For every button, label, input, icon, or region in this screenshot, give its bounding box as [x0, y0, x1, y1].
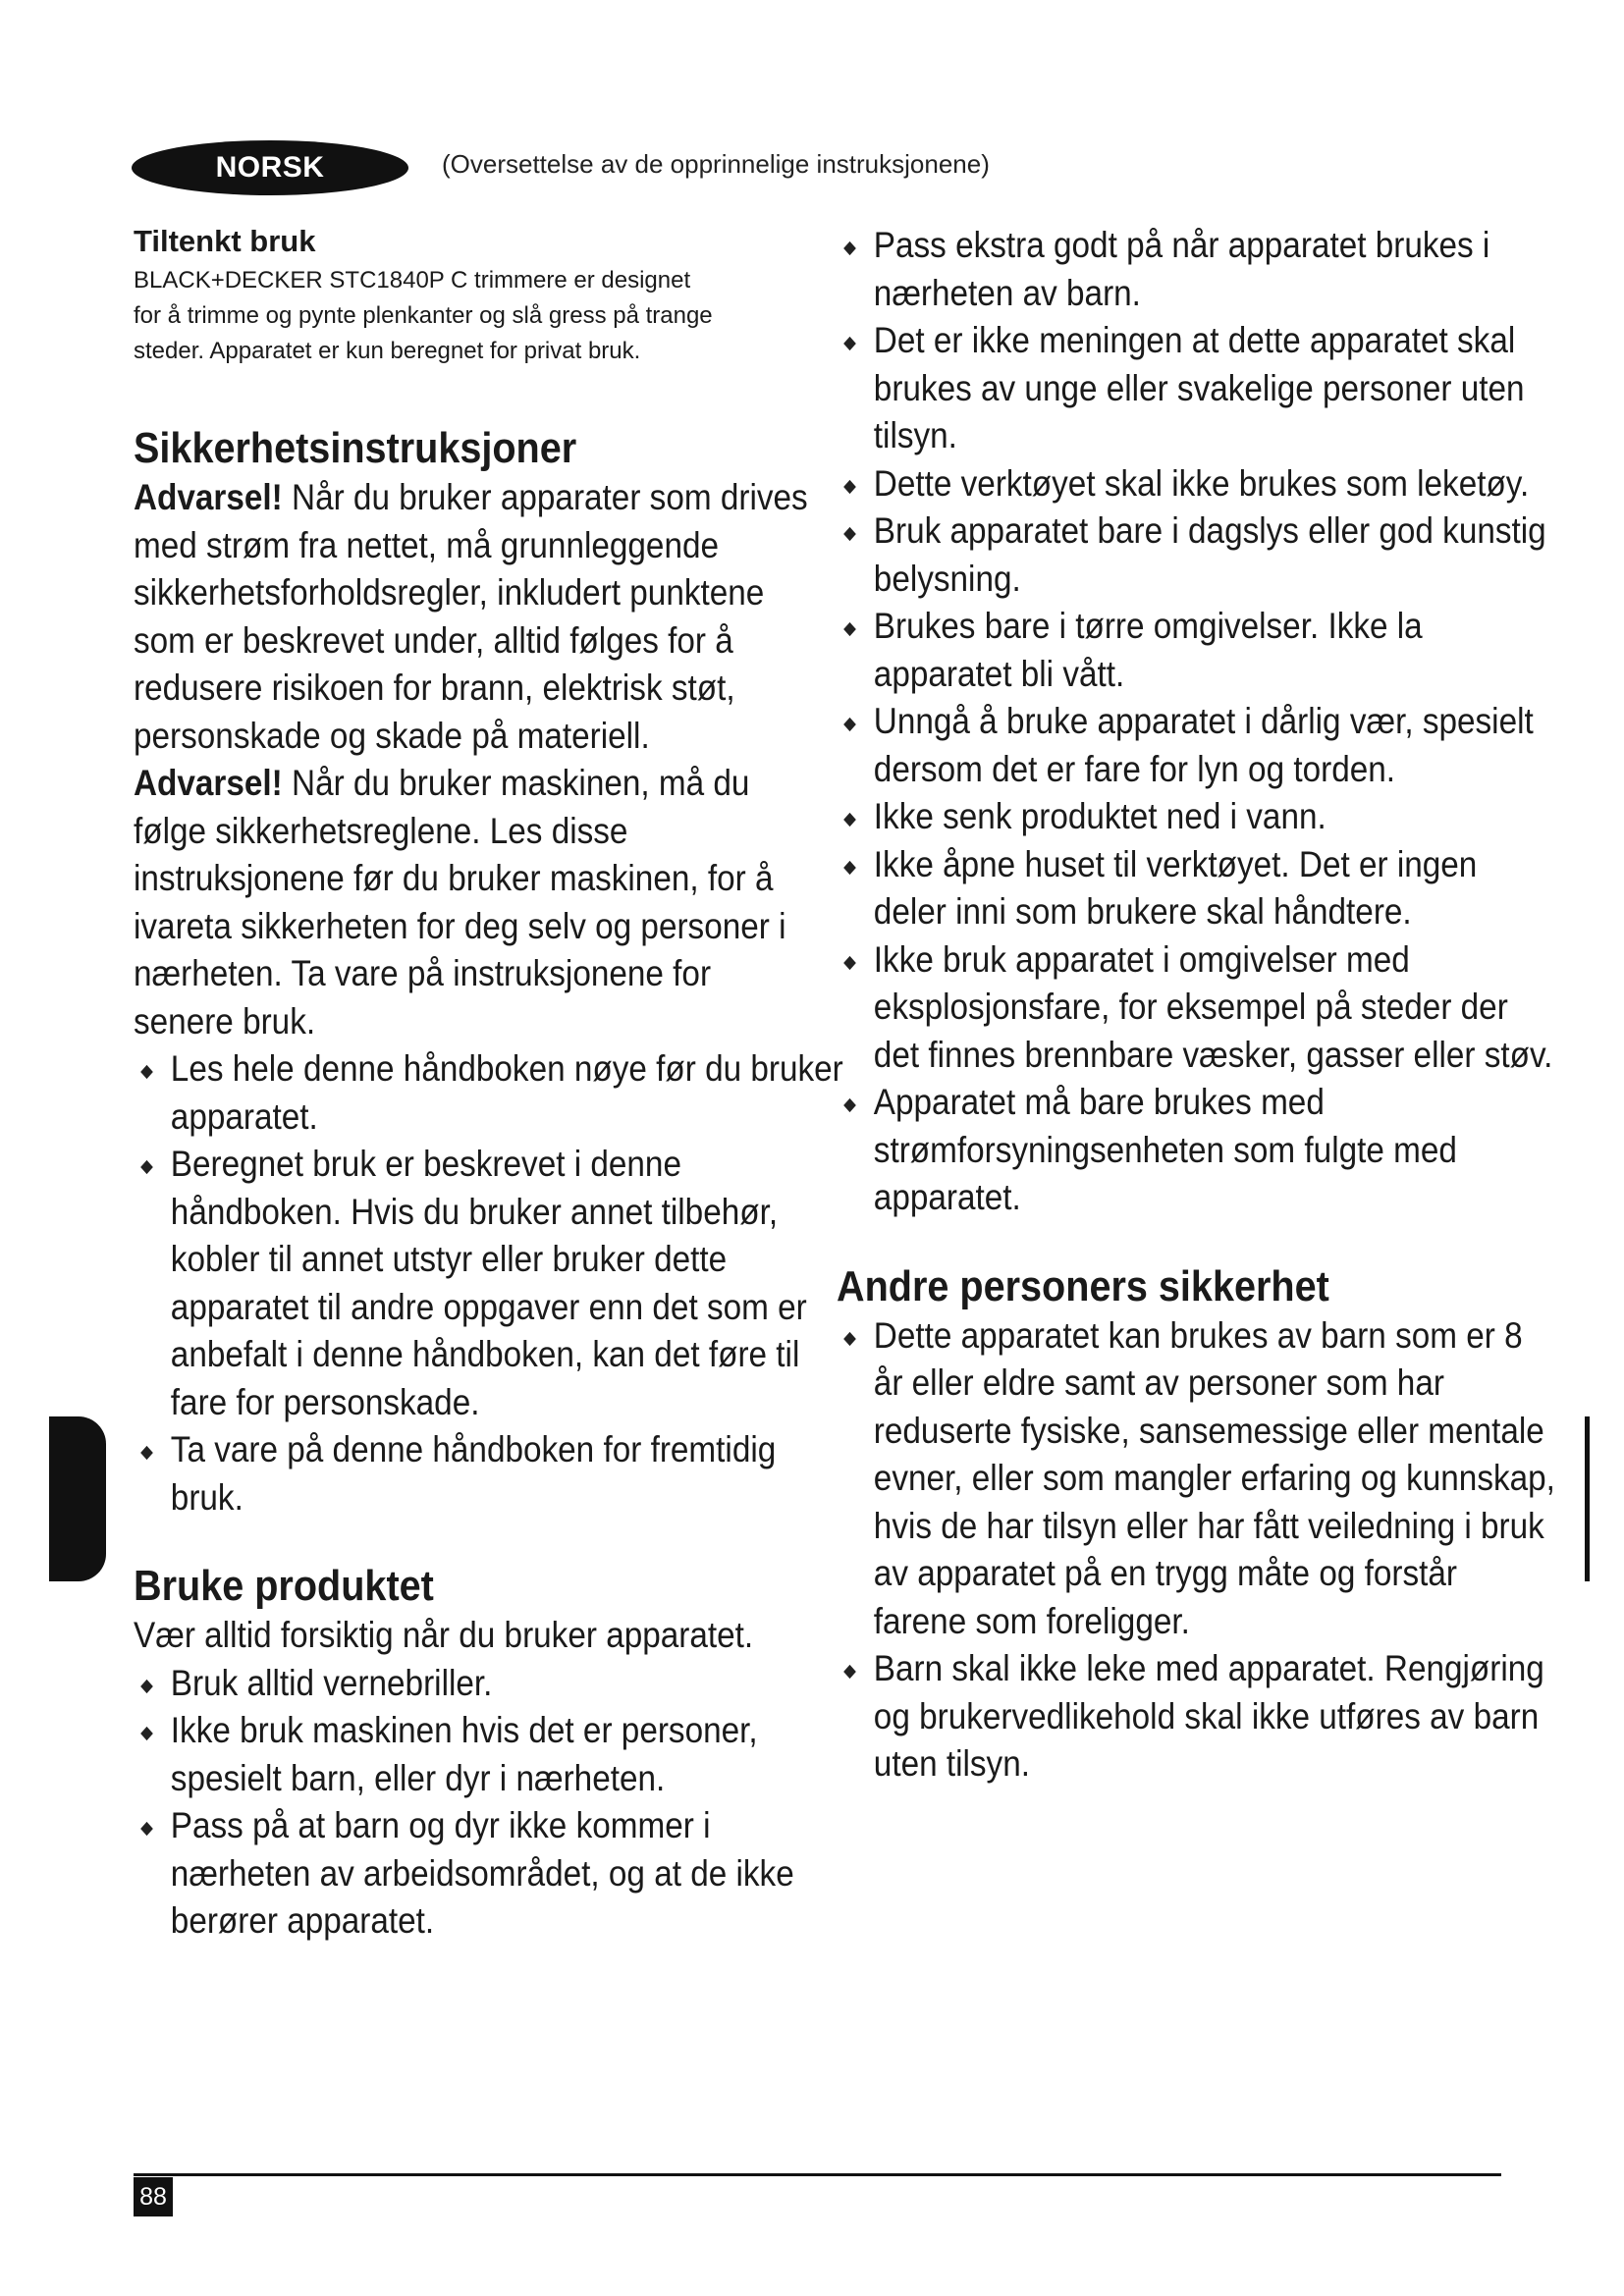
using-intro: Vær alltid forsiktig når du bruker apparatet.: [134, 1615, 754, 1655]
diamond-bullet-icon: [843, 241, 856, 255]
list-item: [134, 1802, 853, 1946]
warning-label: Advarsel!: [134, 763, 283, 803]
list-item: [837, 841, 1556, 936]
list-item-text: Ta vare på denne håndboken for fremtidig bruk.: [170, 1429, 777, 1518]
list-item: [837, 698, 1556, 793]
using-bullet-list: [134, 1660, 811, 1946]
diamond-bullet-icon: [140, 1727, 153, 1740]
safety-bullet-list: [134, 1045, 843, 1522]
general-safety-bullet-list: [837, 222, 1553, 1222]
list-item-text: Pass ekstra godt på når apparatet brukes i nærheten av barn.: [873, 225, 1490, 313]
diamond-bullet-icon: [843, 813, 856, 827]
list-item: [837, 1312, 1556, 1646]
list-item: [134, 1045, 853, 1141]
list-item-text: Dette apparatet kan brukes av barn som er 8 år eller eldre samt av personer som har reduserte fysiske, sansemessige eller mentale evner, eller som mangler erfaring og kunnskap, hvis de har tilsyn eller har fått veiledning i bruk av apparatet på en trygg måte og forstår farene som foreligger.: [873, 1314, 1555, 1641]
footer-rule: [134, 2173, 1501, 2176]
diamond-bullet-icon: [843, 337, 856, 350]
diamond-bullet-icon: [140, 1679, 153, 1692]
list-item-text: Ikke bruk maskinen hvis det er personer, spesielt barn, eller dyr i nærheten.: [170, 1710, 758, 1798]
chapter-side-tab: [49, 1416, 106, 1581]
list-item-text: Les hele denne håndboken nøye før du bruker apparatet.: [170, 1048, 843, 1137]
diamond-bullet-icon: [843, 527, 856, 541]
list-item: [837, 460, 1556, 508]
diamond-bullet-icon: [843, 955, 856, 969]
list-item: [134, 1426, 853, 1522]
safety-warning-2: [134, 760, 817, 1045]
safety-warning-1: [134, 474, 817, 760]
intended-use-title: Tiltenkt bruk: [134, 224, 316, 258]
page-number: 88: [134, 2177, 173, 2216]
diamond-bullet-icon: [843, 1665, 856, 1679]
list-item: [134, 1707, 853, 1802]
diamond-bullet-icon: [843, 1331, 856, 1345]
using-title: Bruke produktet: [134, 1562, 434, 1610]
list-item-text: Apparatet må bare brukes med strømforsyningsenheten som fulgte med apparatet.: [873, 1082, 1457, 1217]
safety-title: Sikkerhetsinstruksjoner: [134, 424, 577, 472]
others-safety-bullet-list: [837, 1312, 1555, 1789]
list-item: [837, 317, 1556, 460]
list-item-text: Beregnet bruk er beskrevet i denne håndboken. Hvis du bruker annet tilbehør, kobler til annet utstyr eller bruker dette apparatet til andre oppgaver enn det som er anbefalt i denne håndboken, kan det føre til fare for personskade.: [170, 1144, 807, 1422]
intended-use-text: BLACK+DECKER STC1840P C trimmere er designet for å trimme og pynte plenkanter og slå gress på trange steder. Apparatet er kun beregnet for privat bruk.: [134, 267, 713, 364]
list-item-text: Unngå å bruke apparatet i dårlig vær, spesielt dersom det er fare for lyn og torden.: [873, 701, 1534, 789]
warning-text: Når du bruker maskinen, må du følge sikkerhetsreglene. Les disse instruksjonene før du bruker maskinen, for å ivareta sikkerheten for deg selv og personer i nærheten. Ta vare på instruksjonene for senere bruk.: [134, 763, 786, 1041]
list-item-text: Brukes bare i tørre omgivelser. Ikke la apparatet bli vått.: [873, 606, 1423, 694]
right-margin-marker: [1585, 1416, 1590, 1581]
list-item-text: Pass på at barn og dyr ikke kommer i nærheten av arbeidsområdet, og at de ikke berører apparatet.: [170, 1805, 794, 1941]
list-item-text: Bruk apparatet bare i dagslys eller god kunstig belysning.: [873, 510, 1546, 599]
list-item: [837, 793, 1556, 841]
list-item: [837, 936, 1556, 1080]
warning-label: Advarsel!: [134, 477, 283, 517]
list-item: [134, 1660, 853, 1708]
list-item-text: Ikke senk produktet ned i vann.: [873, 796, 1326, 836]
list-item-text: Dette verktøyet skal ikke brukes som leketøy.: [873, 462, 1530, 504]
diamond-bullet-icon: [843, 1098, 856, 1112]
list-item-text: Barn skal ikke leke med apparatet. Rengjøring og brukervedlikehold skal ikke utføres av barn uten tilsyn.: [873, 1648, 1544, 1784]
list-item: [837, 1645, 1556, 1789]
list-item-text: Bruk alltid vernebriller.: [170, 1662, 493, 1703]
list-item: [134, 1141, 853, 1426]
list-item: [837, 603, 1556, 698]
left-column: [134, 222, 843, 1946]
warning-text: Når du bruker apparater som drives med strøm fra nettet, må grunnleggende sikkerhetsforholdsregler, inkludert punktene som er beskrevet under, alltid følges for å redusere risikoen for brann, elektrisk støt, personskade og skade på materiell.: [134, 477, 808, 756]
diamond-bullet-icon: [843, 860, 856, 874]
diamond-bullet-icon: [843, 479, 856, 493]
diamond-bullet-icon: [140, 1446, 153, 1460]
diamond-bullet-icon: [140, 1065, 153, 1079]
list-item: [837, 222, 1556, 317]
diamond-bullet-icon: [140, 1160, 153, 1174]
list-item: [837, 1079, 1556, 1222]
list-item-text: Ikke bruk apparatet i omgivelser med eksplosjonsfare, for eksempel på steder der det finnes brennbare væsker, gasser eller støv.: [873, 938, 1553, 1075]
diamond-bullet-icon: [843, 622, 856, 636]
translation-note: (Oversettelse av de opprinnelige instruksjonene): [442, 149, 990, 179]
language-label: NORSK: [215, 151, 325, 184]
list-item-text: Ikke åpne huset til verktøyet. Det er ingen deler inni som brukere skal håndtere.: [873, 843, 1478, 932]
language-badge: [132, 140, 408, 195]
right-column: [837, 222, 1555, 1789]
others-safety-title: Andre personers sikkerhet: [837, 1261, 1329, 1310]
diamond-bullet-icon: [140, 1822, 153, 1836]
list-item: [837, 507, 1556, 603]
list-item-text: Det er ikke meningen at dette apparatet skal brukes av unge eller svakelige personer uten tilsyn.: [873, 320, 1525, 455]
diamond-bullet-icon: [843, 718, 856, 731]
